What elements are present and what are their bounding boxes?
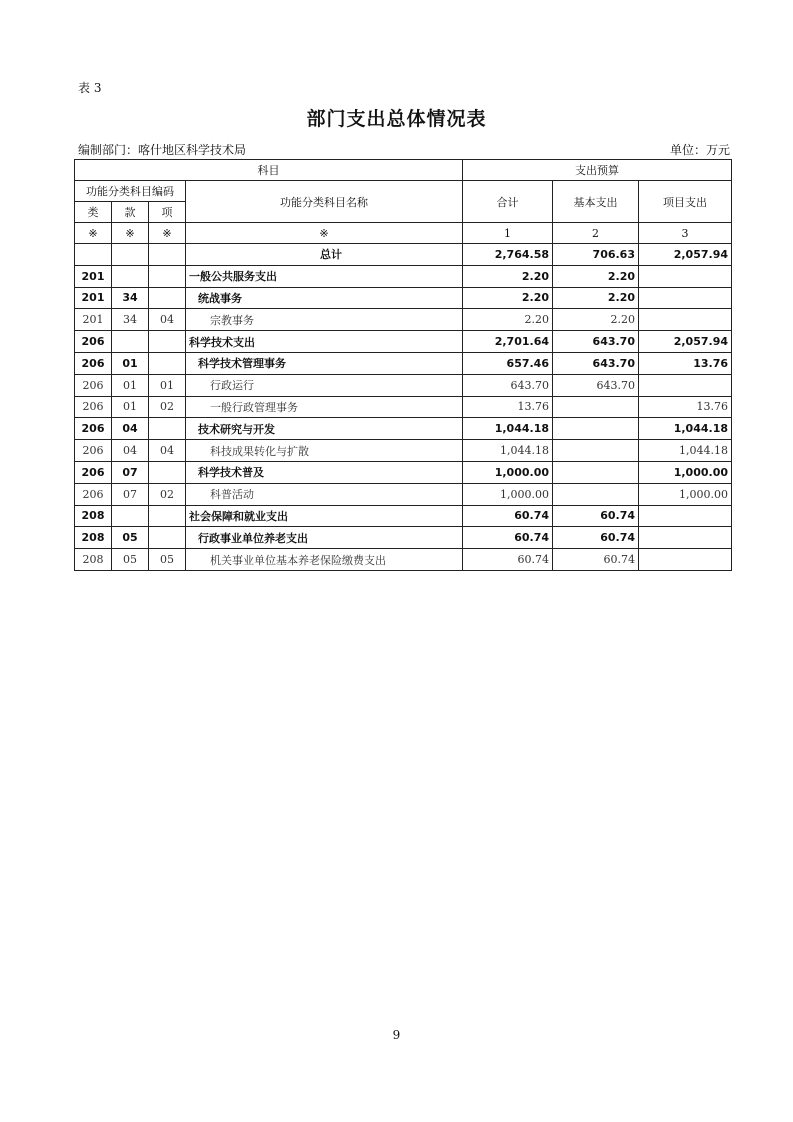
row-name: 机关事业单位基本养老保险缴费支出: [186, 549, 463, 571]
row-code-kuan: 07: [112, 483, 149, 505]
row-basic: 2.20: [553, 287, 639, 309]
table-label: 表 3: [78, 81, 102, 95]
row-project: [639, 309, 732, 331]
row-code-lei: 208: [75, 527, 112, 549]
row-total: 643.70: [463, 374, 553, 396]
header-name: 功能分类科目名称: [186, 181, 463, 223]
row-basic: [553, 461, 639, 483]
row-code-xiang: [149, 287, 186, 309]
table-row: [75, 309, 732, 331]
total-row: [75, 244, 732, 266]
table-row: [75, 440, 732, 462]
row-code-lei: 201: [75, 309, 112, 331]
table-row: [75, 505, 732, 527]
row-code-kuan: 05: [112, 549, 149, 571]
row-code-lei: 201: [75, 265, 112, 287]
row-code-xiang: 02: [149, 483, 186, 505]
header-project: 项目支出: [639, 181, 732, 223]
row-name: 行政事业单位养老支出: [186, 527, 463, 549]
row-basic: 643.70: [553, 331, 639, 353]
row-name: 行政运行: [186, 374, 463, 396]
table-row: [75, 396, 732, 418]
meta-line: [78, 141, 730, 158]
row-project: [639, 505, 732, 527]
row-code-kuan: 04: [112, 418, 149, 440]
row-name: 社会保障和就业支出: [186, 505, 463, 527]
row-total: 2,701.64: [463, 331, 553, 353]
row-total: 60.74: [463, 505, 553, 527]
row-basic: 60.74: [553, 549, 639, 571]
mark-lei: ※: [75, 223, 112, 244]
row-code-lei: 206: [75, 440, 112, 462]
row-code-xiang: [149, 505, 186, 527]
row-project: 13.76: [639, 352, 732, 374]
total-row-name: 总计: [186, 244, 463, 266]
row-code-kuan: 34: [112, 309, 149, 331]
header-lei: 类: [75, 202, 112, 223]
page-title: 部门支出总体情况表: [306, 108, 487, 130]
expenditure-table: [74, 159, 732, 571]
mark-kuan: ※: [112, 223, 149, 244]
mark-name: ※: [186, 223, 463, 244]
row-code-lei: 206: [75, 331, 112, 353]
table-row: [75, 527, 732, 549]
row-total: 1,000.00: [463, 483, 553, 505]
row-code-lei: 206: [75, 418, 112, 440]
row-code-lei: 206: [75, 374, 112, 396]
row-name: 科学技术普及: [186, 461, 463, 483]
row-total: 2.20: [463, 287, 553, 309]
row-code-xiang: 04: [149, 309, 186, 331]
row-basic: [553, 483, 639, 505]
header-subject: 科目: [75, 160, 463, 181]
col-number-1: 1: [463, 223, 553, 244]
row-name: 技术研究与开发: [186, 418, 463, 440]
row-code-xiang: [149, 352, 186, 374]
row-name: 统战事务: [186, 287, 463, 309]
row-code-xiang: 05: [149, 549, 186, 571]
row-basic: 643.70: [553, 352, 639, 374]
unit-label: 单位：万元: [669, 143, 730, 157]
row-code-xiang: [149, 527, 186, 549]
row-name: 科技成果转化与扩散: [186, 440, 463, 462]
row-basic: [553, 396, 639, 418]
row-project: 1,044.18: [639, 440, 732, 462]
table-row: [75, 483, 732, 505]
row-total: 1,044.18: [463, 418, 553, 440]
row-name: 科普活动: [186, 483, 463, 505]
header-basic: 基本支出: [553, 181, 639, 223]
row-code-xiang: [149, 461, 186, 483]
header-budget: 支出预算: [463, 160, 732, 181]
table-row: [75, 461, 732, 483]
row-code-kuan: [112, 265, 149, 287]
row-code-xiang: [149, 331, 186, 353]
table-row: [75, 265, 732, 287]
row-total: 60.74: [463, 527, 553, 549]
header-code-group: 功能分类科目编码: [75, 181, 186, 202]
row-name: 一般行政管理事务: [186, 396, 463, 418]
page-number: 9: [392, 1028, 401, 1042]
row-code-kuan: [112, 505, 149, 527]
row-project: 13.76: [639, 396, 732, 418]
row-code-kuan: 01: [112, 352, 149, 374]
header-kuan: 款: [112, 202, 149, 223]
row-total: 2.20: [463, 309, 553, 331]
row-basic: 60.74: [553, 527, 639, 549]
table-row: [75, 287, 732, 309]
row-code-lei: 206: [75, 483, 112, 505]
row-basic: 643.70: [553, 374, 639, 396]
row-code-xiang: [149, 418, 186, 440]
mark-xiang: ※: [149, 223, 186, 244]
row-code-lei: 208: [75, 549, 112, 571]
row-code-lei: 206: [75, 396, 112, 418]
row-code-xiang: 04: [149, 440, 186, 462]
table-row: [75, 352, 732, 374]
row-basic: [553, 418, 639, 440]
row-project: [639, 265, 732, 287]
row-code-kuan: 01: [112, 396, 149, 418]
row-total: 13.76: [463, 396, 553, 418]
row-basic: 2.20: [553, 309, 639, 331]
dept-label: 编制部门：喀什地区科学技术局: [78, 143, 247, 157]
row-code-lei: 208: [75, 505, 112, 527]
table-row: [75, 374, 732, 396]
row-project: 1,000.00: [639, 483, 732, 505]
row-basic: 60.74: [553, 505, 639, 527]
row-name: 宗教事务: [186, 309, 463, 331]
header-total: 合计: [463, 181, 553, 223]
row-project: 1,000.00: [639, 461, 732, 483]
row-code-kuan: 34: [112, 287, 149, 309]
row-total: 657.46: [463, 352, 553, 374]
col-number-3: 3: [639, 223, 732, 244]
row-total: 2.20: [463, 265, 553, 287]
row-code-kuan: 07: [112, 461, 149, 483]
row-code-xiang: 02: [149, 396, 186, 418]
row-name: 一般公共服务支出: [186, 265, 463, 287]
row-project: [639, 549, 732, 571]
row-name: 科学技术管理事务: [186, 352, 463, 374]
row-code-kuan: 04: [112, 440, 149, 462]
row-code-kuan: [112, 331, 149, 353]
total-row-project: 2,057.94: [639, 244, 732, 266]
total-row-total: 2,764.58: [463, 244, 553, 266]
row-name: 科学技术支出: [186, 331, 463, 353]
row-project: 1,044.18: [639, 418, 732, 440]
row-code-lei: 206: [75, 352, 112, 374]
row-project: [639, 374, 732, 396]
row-project: [639, 287, 732, 309]
row-code-lei: 201: [75, 287, 112, 309]
row-total: 1,000.00: [463, 461, 553, 483]
col-number-2: 2: [553, 223, 639, 244]
row-code-lei: 206: [75, 461, 112, 483]
row-total: 60.74: [463, 549, 553, 571]
row-total: 1,044.18: [463, 440, 553, 462]
row-code-xiang: [149, 265, 186, 287]
row-code-kuan: 01: [112, 374, 149, 396]
table-row: [75, 418, 732, 440]
header-xiang: 项: [149, 202, 186, 223]
row-project: 2,057.94: [639, 331, 732, 353]
row-basic: [553, 440, 639, 462]
row-code-kuan: 05: [112, 527, 149, 549]
row-code-xiang: 01: [149, 374, 186, 396]
table-row: [75, 549, 732, 571]
row-project: [639, 527, 732, 549]
total-row-basic: 706.63: [553, 244, 639, 266]
table-row: [75, 331, 732, 353]
row-basic: 2.20: [553, 265, 639, 287]
